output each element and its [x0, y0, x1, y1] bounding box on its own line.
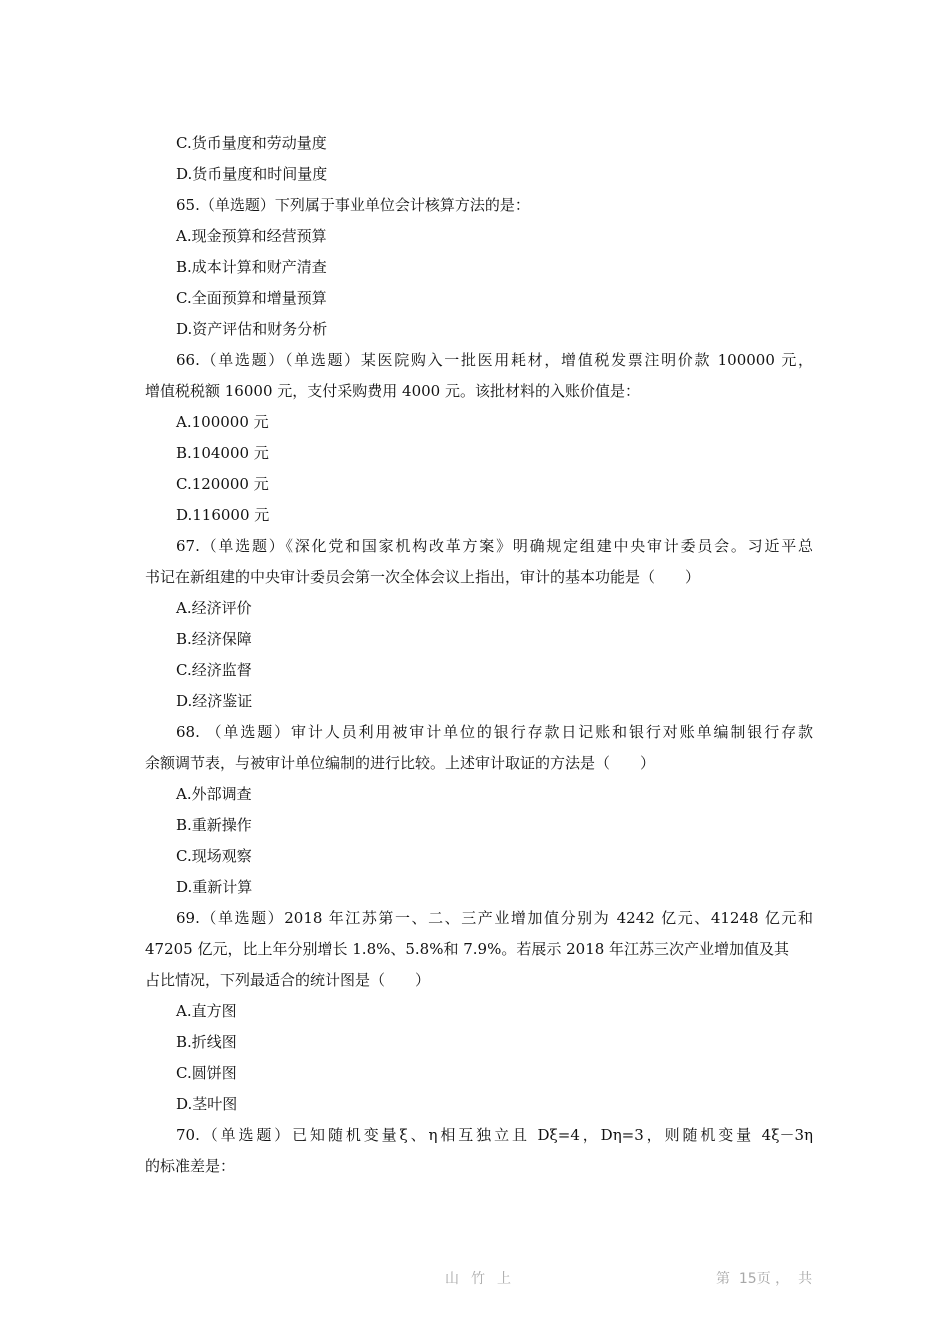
page-footer	[0, 1268, 950, 1288]
question-69-line-2: 47205 亿元，比上年分别增长 1.8%、5.8%和 7.9%。若展示 2018 年江苏三次产业增加值及其	[145, 940, 790, 958]
option-65-c: C.全面预算和增量预算	[176, 289, 327, 307]
option-68-c: C.现场观察	[176, 847, 252, 865]
option-66-c: C.120000 元	[176, 475, 269, 493]
option-67-b: B.经济保障	[176, 630, 252, 648]
option-65-a: A.现金预算和经营预算	[176, 227, 327, 245]
footer-watermark-text: 山竹上	[445, 1271, 523, 1287]
page-number: 第 15页 ， 共	[716, 1271, 813, 1287]
option-68-d: D.重新计算	[176, 878, 253, 896]
option-67-d: D.经济鉴证	[176, 692, 253, 710]
option-68-a: A.外部调查	[176, 785, 252, 803]
option-64-c: C.货币量度和劳动量度	[176, 134, 327, 152]
option-65-d: D.资产评估和财务分析	[176, 320, 328, 338]
option-66-a: A.100000 元	[176, 413, 269, 431]
option-67-a: A.经济评价	[176, 599, 252, 617]
option-64-d: D.货币量度和时间量度	[176, 165, 328, 183]
option-69-d: D.茎叶图	[176, 1095, 238, 1113]
question-70-line-1: 70.（单选题）已知随机变量ξ、η相互独立且 Dξ=4，Dη=3，则随机变量 4ξ－3η	[176, 1126, 813, 1144]
page-content	[145, 128, 813, 1182]
option-68-b: B.重新操作	[176, 816, 252, 834]
question-65: 65.（单选题）下列属于事业单位会计核算方法的是：	[176, 196, 530, 214]
question-68-line-2: 余额调节表，与被审计单位编制的进行比较。上述审计取证的方法是（ ）	[145, 754, 656, 772]
question-69-line-3: 占比情况，下列最适合的统计图是（ ）	[145, 971, 431, 989]
option-66-b: B.104000 元	[176, 444, 269, 462]
question-67-line-1: 67.（单选题）《深化党和国家机构改革方案》明确规定组建中央审计委员会。习近平总	[176, 537, 813, 555]
question-67-line-2: 书记在新组建的中央审计委员会第一次全体会议上指出，审计的基本功能是（ ）	[145, 568, 701, 586]
option-65-b: B.成本计算和财产清查	[176, 258, 327, 276]
question-66-line-2: 增值税税额 16000 元，支付采购费用 4000 元。该批材料的入账价值是：	[145, 382, 640, 400]
option-69-a: A.直方图	[176, 1002, 237, 1020]
option-66-d: D.116000 元	[176, 506, 270, 524]
question-69-line-1: 69.（单选题）2018 年江苏第一、二、三产业增加值分别为 4242 亿元、41248 亿元和	[176, 909, 813, 927]
question-68-line-1: 68. （单选题）审计人员利用被审计单位的银行存款日记账和银行对账单编制银行存款	[176, 723, 813, 741]
option-69-b: B.折线图	[176, 1033, 237, 1051]
question-70-line-2: 的标准差是：	[145, 1157, 236, 1175]
question-66-line-1: 66.（单选题）（单选题）某医院购入一批医用耗材，增值税发票注明价款 100000 元，	[176, 351, 813, 369]
option-69-c: C.圆饼图	[176, 1064, 237, 1082]
option-67-c: C.经济监督	[176, 661, 252, 679]
